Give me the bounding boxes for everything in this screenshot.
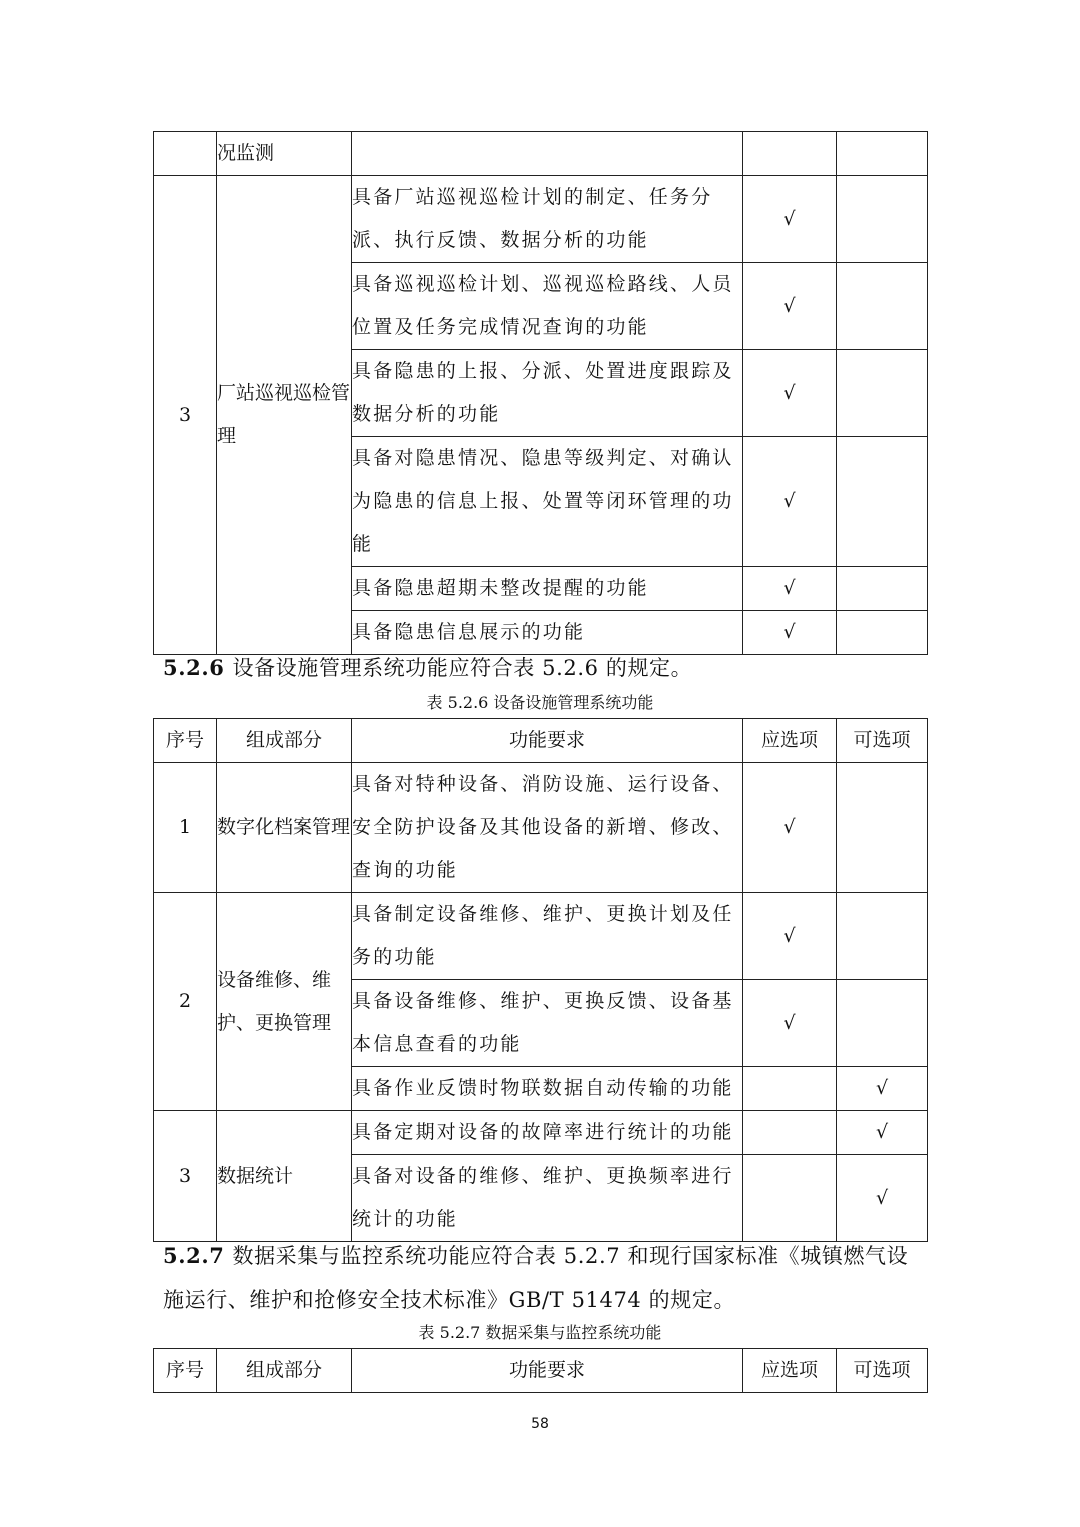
header-no: 序号 <box>154 719 217 763</box>
table-caption-526: 表 5.2.6 设备设施管理系统功能 <box>426 693 654 712</box>
requirement-cell: 具备巡视巡检计划、巡视巡检路线、人员位置及任务完成情况查询的功能 <box>352 263 743 350</box>
optional-cell <box>837 132 928 176</box>
group-number-cell: 1 <box>154 763 217 893</box>
optional-cell <box>837 893 928 980</box>
component-cell: 数字化档案管理 <box>217 763 352 893</box>
optional-cell: √ <box>837 1155 928 1242</box>
header-no: 序号 <box>154 1349 217 1393</box>
page-number: 58 <box>531 1416 549 1432</box>
required-cell: √ <box>743 893 837 980</box>
requirement-cell: 具备隐患的上报、分派、处置进度跟踪及数据分析的功能 <box>352 350 743 437</box>
table-row <box>154 763 928 893</box>
continued-table <box>153 131 928 655</box>
required-cell <box>743 1111 837 1155</box>
requirement-cell: 具备对隐患情况、隐患等级判定、对确认为隐患的信息上报、处置等闭环管理的功能 <box>352 437 743 567</box>
requirement-cell: 具备对设备的维修、维护、更换频率进行统计的功能 <box>352 1155 743 1242</box>
component-cell: 设备维修、维护、更换管理 <box>217 893 352 1111</box>
optional-cell: √ <box>837 1111 928 1155</box>
header-component: 组成部分 <box>217 1349 352 1393</box>
group-number-cell: 2 <box>154 893 217 1111</box>
required-cell: √ <box>743 763 837 893</box>
requirement-cell: 具备设备维修、维护、更换反馈、设备基本信息查看的功能 <box>352 980 743 1067</box>
requirement-cell: 具备制定设备维修、维护、更换计划及任务的功能 <box>352 893 743 980</box>
section-heading-527 <box>163 1234 908 1278</box>
optional-cell <box>837 263 928 350</box>
table-row <box>154 176 928 263</box>
required-cell: √ <box>743 350 837 437</box>
required-cell <box>743 1067 837 1111</box>
section-text-line1: 数据采集与监控系统功能应符合表 5.2.7 和现行国家标准《城镇燃气设 <box>232 1244 909 1268</box>
requirement-cell: 具备厂站巡视巡检计划的制定、任务分派、执行反馈、数据分析的功能 <box>352 176 743 263</box>
table-527 <box>153 1348 928 1393</box>
required-cell <box>743 1155 837 1242</box>
required-cell: √ <box>743 611 837 655</box>
requirement-cell: 具备对特种设备、消防设施、运行设备、安全防护设备及其他设备的新增、修改、查询的功能 <box>352 763 743 893</box>
table-header-row <box>154 719 928 763</box>
table-caption-527: 表 5.2.7 数据采集与监控系统功能 <box>418 1323 662 1342</box>
requirement-cell: 具备作业反馈时物联数据自动传输的功能 <box>352 1067 743 1111</box>
optional-cell <box>837 176 928 263</box>
required-cell: √ <box>743 980 837 1067</box>
section-heading-526 <box>163 646 692 690</box>
required-cell: √ <box>743 567 837 611</box>
header-required: 应选项 <box>743 1349 837 1393</box>
required-cell <box>743 132 837 176</box>
optional-cell: √ <box>837 1067 928 1111</box>
required-cell: √ <box>743 263 837 350</box>
section-text: 设备设施管理系统功能应符合表 5.2.6 的规定。 <box>232 656 693 680</box>
row-number-cell <box>154 132 217 176</box>
table-526 <box>153 718 928 1242</box>
table-row <box>154 893 928 980</box>
requirement-cell: 具备定期对设备的故障率进行统计的功能 <box>352 1111 743 1155</box>
requirement-cell <box>352 132 743 176</box>
table-header-row <box>154 1349 928 1393</box>
requirement-cell: 具备隐患超期未整改提醒的功能 <box>352 567 743 611</box>
optional-cell <box>837 980 928 1067</box>
table-row <box>154 1111 928 1155</box>
header-requirement: 功能要求 <box>352 719 743 763</box>
requirement-cell: 具备隐患信息展示的功能 <box>352 611 743 655</box>
optional-cell <box>837 763 928 893</box>
section-number: 5.2.6 <box>163 655 225 680</box>
section-text-line2: 施运行、维护和抢修安全技术标准》GB/T 51474 的规定。 <box>163 1288 736 1312</box>
group-number-cell: 3 <box>154 176 217 655</box>
header-component: 组成部分 <box>217 719 352 763</box>
table-row <box>154 132 928 176</box>
optional-cell <box>837 437 928 567</box>
optional-cell <box>837 350 928 437</box>
header-requirement: 功能要求 <box>352 1349 743 1393</box>
required-cell: √ <box>743 176 837 263</box>
optional-cell <box>837 611 928 655</box>
component-cell: 数据统计 <box>217 1111 352 1242</box>
header-optional: 可选项 <box>837 719 928 763</box>
required-cell: √ <box>743 437 837 567</box>
header-optional: 可选项 <box>837 1349 928 1393</box>
group-number-cell: 3 <box>154 1111 217 1242</box>
component-cell: 况监测 <box>217 132 352 176</box>
component-cell: 厂站巡视巡检管理 <box>217 176 352 655</box>
section-number: 5.2.7 <box>163 1243 225 1268</box>
optional-cell <box>837 567 928 611</box>
header-required: 应选项 <box>743 719 837 763</box>
